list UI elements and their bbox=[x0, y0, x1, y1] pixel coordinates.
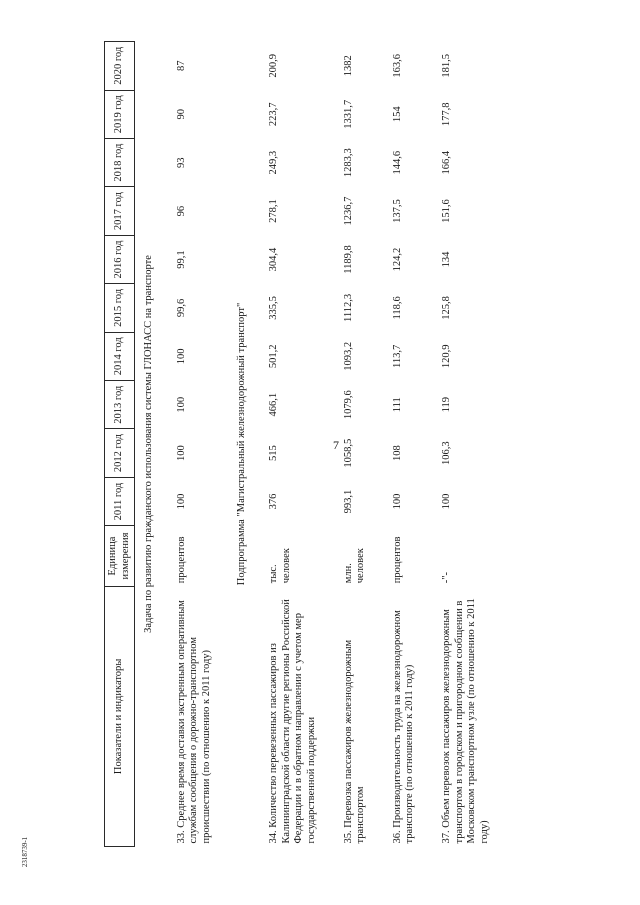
value-cell: 223,7 bbox=[268, 102, 280, 127]
indicator-name: Количество перевезенных пассажиров из Калининградской области другие регионы Российской Федерации и в обратном направлении с учетом мер государственной поддержки bbox=[268, 599, 317, 844]
section-heading-row bbox=[228, 42, 259, 847]
row-number: 36. bbox=[391, 830, 403, 844]
indicator-name: Среднее время доставки экстренным оперативным службам сообщения о дорожно-транспортном происшествии (по отношению к 2011 году) bbox=[175, 600, 212, 844]
unit-cell: процентов bbox=[175, 536, 187, 584]
rotated-table-sheet bbox=[104, 41, 577, 847]
value-cell: 124,2 bbox=[391, 247, 403, 272]
value-cell: 134 bbox=[440, 251, 452, 268]
value-cell: 96 bbox=[175, 205, 187, 217]
value-cell: 99,6 bbox=[175, 298, 187, 318]
value-cell: 1236,7 bbox=[342, 196, 354, 226]
value-cell: 376 bbox=[268, 493, 280, 510]
header-year: 2014 год bbox=[105, 332, 135, 380]
stamp-number: 2318739-1 bbox=[21, 836, 29, 868]
table-row bbox=[166, 42, 228, 847]
value-cell: 278,1 bbox=[268, 199, 280, 223]
value-cell: 151,6 bbox=[440, 199, 452, 223]
unit-cell: млн. человек bbox=[342, 548, 367, 584]
section-heading-row bbox=[135, 42, 166, 847]
value-cell: 501,2 bbox=[268, 344, 280, 369]
value-cell: 90 bbox=[175, 109, 187, 120]
value-cell: 119 bbox=[440, 397, 452, 413]
value-cell: 1382 bbox=[342, 55, 354, 77]
table-row bbox=[258, 42, 332, 847]
value-cell: 466,1 bbox=[268, 392, 280, 417]
value-cell: 100 bbox=[175, 348, 187, 365]
header-year: 2019 год bbox=[105, 90, 135, 138]
header-year: 2018 год bbox=[105, 138, 135, 186]
value-cell: 99,1 bbox=[175, 250, 187, 269]
value-cell: 1112,3 bbox=[342, 293, 354, 322]
value-cell: 100 bbox=[391, 493, 403, 510]
value-cell: 1283,3 bbox=[342, 148, 354, 178]
unit-cell: процентов bbox=[391, 536, 403, 584]
table-row bbox=[333, 42, 382, 847]
value-cell: 181,5 bbox=[440, 53, 452, 78]
value-cell: 200,9 bbox=[268, 53, 280, 78]
unit-cell: тыс. человек bbox=[268, 548, 292, 584]
value-cell: 163,6 bbox=[391, 53, 403, 78]
value-cell: 125,8 bbox=[440, 296, 452, 320]
table-header-row bbox=[105, 42, 135, 847]
value-cell: 154 bbox=[391, 106, 403, 123]
value-cell: 106,3 bbox=[440, 441, 452, 465]
header-year: 2012 год bbox=[105, 429, 135, 477]
value-cell: 166,4 bbox=[440, 150, 452, 175]
value-cell: 100 bbox=[175, 396, 187, 413]
value-cell: 1093,2 bbox=[342, 341, 354, 371]
value-cell: 1058,5 bbox=[342, 438, 354, 468]
value-cell: 993,1 bbox=[342, 489, 354, 514]
row-number: 33. bbox=[175, 830, 187, 844]
value-cell: 177,8 bbox=[440, 102, 452, 127]
value-cell: 144,6 bbox=[391, 150, 403, 175]
unit-cell: -"- bbox=[440, 571, 452, 584]
indicator-cell bbox=[166, 586, 228, 846]
value-cell: 1079,6 bbox=[342, 390, 354, 420]
page-number: 7 bbox=[333, 438, 339, 452]
indicator-cell bbox=[333, 586, 382, 846]
value-cell: 113,7 bbox=[391, 344, 403, 368]
value-cell: 100 bbox=[175, 445, 187, 461]
section-heading-glonass: Задача по развитию гражданского использования системы ГЛОНАСС на транспорте bbox=[143, 255, 155, 633]
header-indicator: Показатели и индикаторы bbox=[105, 586, 135, 846]
document-stamp bbox=[18, 822, 32, 882]
indicator-name: Объем перевозок пассажиров железнодорожным транспортом в городском и пригородном сообщении в Московском транспортном узле (по отношению к 2011 году) bbox=[440, 598, 490, 844]
row-number: 34. bbox=[268, 830, 280, 844]
value-cell: 249,3 bbox=[268, 150, 280, 175]
value-cell: 137,5 bbox=[391, 199, 403, 223]
value-cell: 335,5 bbox=[268, 296, 280, 320]
value-cell: 87 bbox=[175, 60, 187, 72]
value-cell: 100 bbox=[440, 493, 452, 510]
value-cell: 118,6 bbox=[391, 296, 403, 320]
value-cell: 515 bbox=[268, 445, 280, 461]
row-number: 35. bbox=[342, 830, 354, 844]
value-cell: 1331,7 bbox=[342, 99, 354, 129]
header-unit: Единица измерения bbox=[105, 526, 135, 587]
indicator-cell bbox=[258, 586, 332, 846]
indicator-name: Перевозка пассажиров железнодорожным транспортом bbox=[342, 639, 367, 844]
indicator-cell bbox=[431, 586, 505, 846]
header-year: 2017 год bbox=[105, 187, 135, 235]
value-cell: 111 bbox=[391, 397, 403, 413]
value-cell: 1189,8 bbox=[342, 245, 354, 274]
header-year: 2020 год bbox=[105, 42, 135, 91]
header-year: 2015 год bbox=[105, 284, 135, 332]
row-number: 37. bbox=[440, 830, 452, 844]
section-heading-railway: Подпрограмма "Магистральный железнодорожный транспорт" bbox=[235, 302, 247, 586]
table-row bbox=[382, 42, 431, 847]
value-cell: 304,4 bbox=[268, 247, 280, 272]
value-cell: 100 bbox=[175, 493, 187, 510]
header-year: 2011 год bbox=[105, 477, 135, 525]
header-year: 2016 год bbox=[105, 235, 135, 283]
value-cell: 120,9 bbox=[440, 344, 452, 369]
value-cell: 93 bbox=[175, 157, 187, 168]
indicators-table bbox=[104, 41, 505, 847]
value-cell: 108 bbox=[391, 445, 403, 461]
indicator-name: Производительность труда на железнодорожном транспорте (по отношению к 2011 году) bbox=[391, 610, 416, 844]
indicator-cell bbox=[382, 586, 431, 846]
table-row bbox=[431, 42, 505, 847]
header-year: 2013 год bbox=[105, 381, 135, 429]
